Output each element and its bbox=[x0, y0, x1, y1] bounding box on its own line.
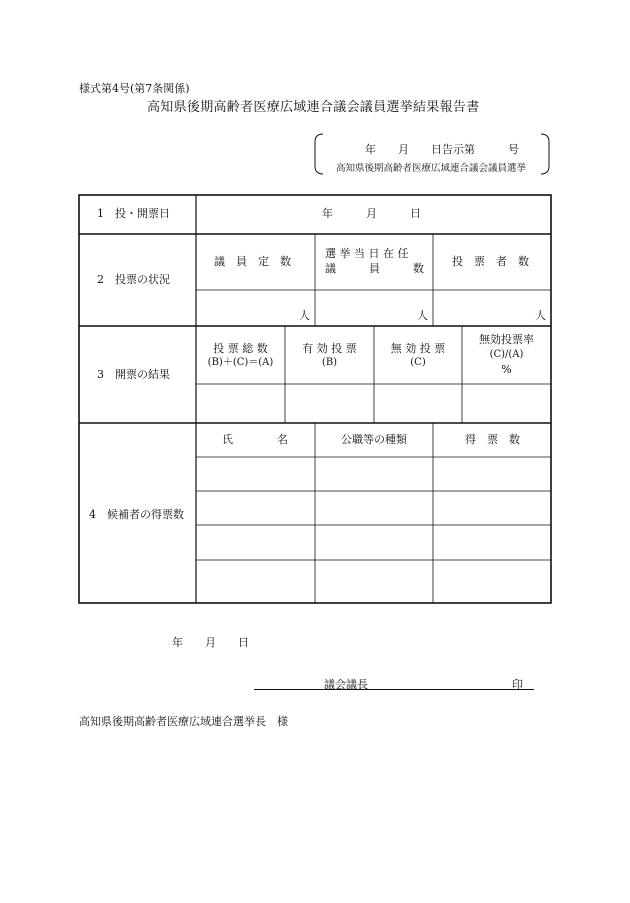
header-invalid-rate-l2: (C)/(A) bbox=[489, 349, 524, 360]
header-invalid-votes-l2: (C) bbox=[410, 357, 426, 368]
unit-seat-count: 人 bbox=[299, 309, 310, 322]
header-voter-count: 投 票 者 数 bbox=[452, 255, 529, 268]
header-invalid-rate-l1: 無効投票率 bbox=[479, 333, 534, 346]
row-label-count-result: 3 開票の結果 bbox=[97, 368, 170, 381]
header-seat-count: 議 員 定 数 bbox=[214, 255, 291, 268]
header-incumbent-count-l1: 選 挙 当 日 在 任 bbox=[325, 247, 409, 260]
notice-election-name: 高知県後期高齢者医療広域連合議会議員選挙 bbox=[336, 163, 527, 174]
seal-mark: 印 bbox=[512, 678, 523, 691]
row-label-voting-status: 2 投票の状況 bbox=[97, 273, 170, 286]
header-valid-votes-l2: (B) bbox=[321, 357, 338, 368]
row-label-candidate-votes: 4 候補者の得票数 bbox=[89, 508, 184, 521]
header-total-votes-l2: (B)＋(C)＝(A) bbox=[207, 357, 274, 368]
notice-date-line: 年 月 日告示第 号 bbox=[365, 143, 519, 156]
header-valid-votes-l1: 有 効 投 票 bbox=[302, 342, 357, 355]
signature-line bbox=[254, 677, 534, 690]
report-date: 年 月 日 bbox=[172, 636, 249, 649]
form-number: 様式第4号(第7条関係) bbox=[79, 82, 190, 95]
addressee: 高知県後期高齢者医療広域連合選挙長 様 bbox=[79, 715, 288, 728]
vote-date-value: 年 月 日 bbox=[322, 207, 421, 220]
header-vote-count: 得 票 数 bbox=[465, 433, 520, 446]
header-candidate-name: 氏 名 bbox=[222, 433, 288, 446]
unit-incumbent-count: 人 bbox=[417, 309, 428, 322]
document-title: 高知県後期高齢者医療広域連合議会議員選挙結果報告書 bbox=[147, 100, 480, 115]
header-total-votes-l1: 投 票 総 数 bbox=[213, 342, 268, 355]
header-invalid-votes-l1: 無 効 投 票 bbox=[390, 342, 446, 355]
row-label-vote-date: 1 投・開票日 bbox=[97, 207, 170, 220]
unit-voter-count: 人 bbox=[535, 309, 546, 322]
council-chair-label: 議会議長 bbox=[324, 678, 368, 691]
header-office-type: 公職等の種類 bbox=[341, 433, 407, 446]
header-incumbent-count-l2: 議 員 数 bbox=[325, 262, 424, 275]
invalid-rate-percent-unit: % bbox=[501, 363, 512, 376]
